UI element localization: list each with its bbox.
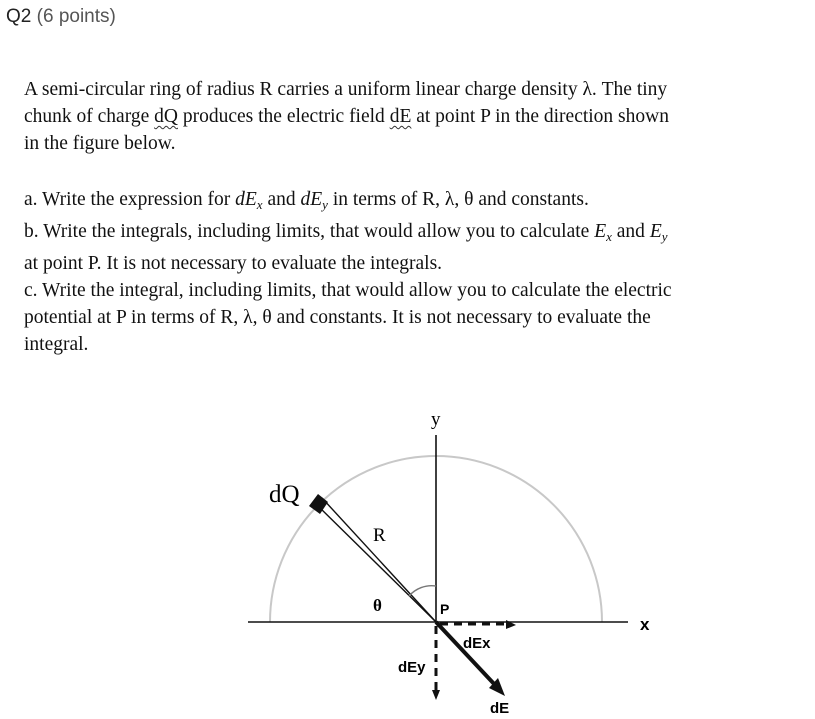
r-label: R [373,525,386,546]
de-label: dE [490,700,510,717]
question-label: Q2 [6,6,32,27]
dey-symbol: dE [300,189,323,210]
dey-subscript: y [322,197,328,212]
part-b-line-2: at point P. It is not necessary to evaluate the integrals. [24,253,443,274]
dq-label: dQ [269,481,300,508]
theta-label: θ [373,596,382,615]
intro-line-3: in the figure below. [24,133,176,154]
dey-label: dEy [398,659,426,676]
intro-text: at point P in the direction shown [411,106,669,127]
ex-subscript: x [606,229,612,244]
intro-line-1: A semi-circular ring of radius R carries a uniform linear charge density λ. The tiny [24,79,668,100]
de-term: dE [389,106,412,127]
part-a-text: in terms of R, λ, θ and constants. [327,189,589,210]
ey-subscript: y [661,229,668,244]
points-label: (6 points) [36,6,116,27]
dq-term: dQ [154,106,178,127]
y-axis-label: y [431,409,441,430]
part-c-line-2: potential at P in terms of R, λ, θ and constants. It is not necessary to evaluate the [24,307,651,328]
dex-symbol: dE [235,189,257,210]
ex-symbol: E [594,221,607,242]
ey-symbol: E [649,221,662,242]
theta-arc [409,586,436,596]
p-label: P [440,601,450,617]
dex-label: dEx [463,635,491,652]
intro-text: produces the electric field [177,106,390,127]
part-c-line-3: integral. [24,334,89,355]
x-axis-label: x [640,615,650,634]
de-arrow [436,622,496,686]
intro-text: chunk of charge [24,106,155,127]
part-b-text: and [611,221,650,242]
dex-subscript: x [256,197,263,212]
part-a-text: a. Write the expression for [24,189,236,210]
part-a-text: and [262,189,301,210]
dey-arrowhead [432,690,440,700]
part-c-line-1: c. Write the integral, including limits, that would allow you to calculate the electric [24,280,672,301]
part-b-text: b. Write the integrals, including limits, that would allow you to calculate [24,221,595,242]
